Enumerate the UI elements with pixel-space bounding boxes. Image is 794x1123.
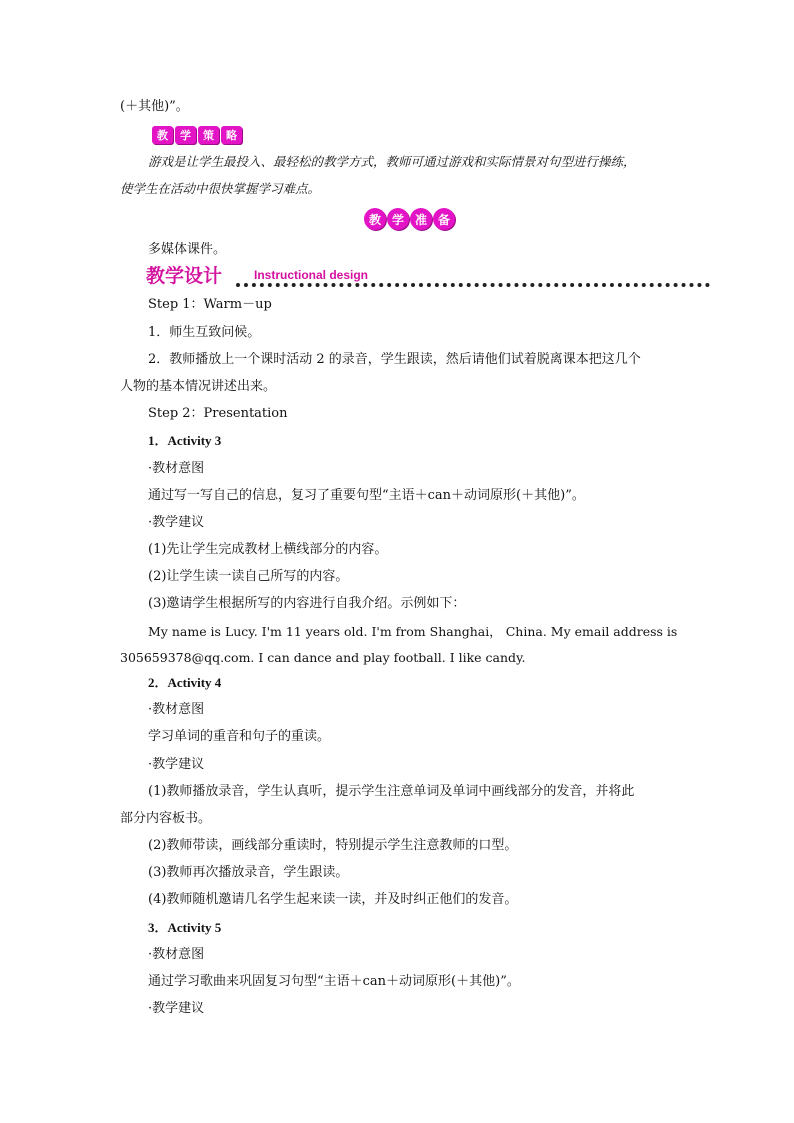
preparation-badge-char: 学 <box>387 208 409 230</box>
suggestion-item-cont: 部分内容板书。 <box>120 811 212 826</box>
activity-title: 3．Activity 5 <box>148 920 222 935</box>
dotted-divider <box>236 283 710 287</box>
design-subtitle: Instructional design <box>254 268 369 282</box>
suggestion-item: (3)邀请学生根据所写的内容进行自我介绍。示例如下： <box>148 596 466 611</box>
preparation-text: 多媒体课件。 <box>148 242 227 257</box>
continued-line: (＋其他)”。 <box>120 99 189 114</box>
preparation-badge <box>364 208 455 230</box>
section-label: ·教学建议 <box>148 515 205 530</box>
suggestion-item: (2)教师带读，画线部分重读时，特别提示学生注意教师的口型。 <box>148 838 518 853</box>
activity-title: 2．Activity 4 <box>148 675 222 690</box>
suggestion-item: (4)教师随机邀请几名学生起来读一读，并及时纠正他们的发音。 <box>148 892 518 907</box>
suggestion-item: (1)教师播放录音，学生认真听，提示学生注意单词及单词中画线部分的发音，并将此 <box>148 784 635 799</box>
strategy-badge-char: 教 <box>152 126 173 144</box>
strategy-text-line: 使学生在活动中很快掌握学习难点。 <box>120 181 321 196</box>
suggestion-item: (2)让学生读一读自己所写的内容。 <box>148 569 349 584</box>
step-item: 2．教师播放上一个课时活动 2 的录音，学生跟读，然后请他们试着脱离课本把这几个 <box>148 352 641 367</box>
strategy-badge-char: 学 <box>175 126 196 144</box>
section-label: ·教学建议 <box>148 757 205 772</box>
section-text: 学习单词的重音和句子的重读。 <box>148 729 331 744</box>
section-label: ·教材意图 <box>148 702 205 717</box>
example-text: 305659378@qq.com. I can dance and play football. I like candy. <box>120 650 526 665</box>
section-label: ·教材意图 <box>148 461 205 476</box>
suggestion-item: (1)先让学生完成教材上横线部分的内容。 <box>148 542 388 557</box>
strategy-badge-char: 略 <box>221 126 242 144</box>
design-title: 教学设计 <box>146 265 223 287</box>
strategy-text-line: 游戏是让学生最投入、最轻松的教学方式，教师可通过游戏和实际情景对句型进行操练， <box>148 154 636 169</box>
section-text: 通过学习歌曲来巩固复习句型“主语＋can＋动词原形(＋其他)”。 <box>148 974 520 989</box>
suggestion-item: (3)教师再次播放录音，学生跟读。 <box>148 865 349 880</box>
strategy-badge-char: 策 <box>198 126 219 144</box>
step-heading: Step 2：Presentation <box>148 406 288 421</box>
step-item: 1．师生互致问候。 <box>148 325 261 340</box>
step-item-cont: 人物的基本情况讲述出来。 <box>120 379 277 394</box>
activity-title: 1．Activity 3 <box>148 433 222 448</box>
section-label: ·教学建议 <box>148 1001 205 1016</box>
strategy-badge <box>152 126 242 144</box>
section-label: ·教材意图 <box>148 947 205 962</box>
preparation-badge-char: 教 <box>364 208 386 230</box>
example-text: My name is Lucy. I'm 11 years old. I'm from Shanghai， China. My email address is <box>148 624 678 639</box>
step-heading: Step 1：Warm－up <box>148 297 272 312</box>
preparation-badge-char: 备 <box>433 208 455 230</box>
section-text: 通过写一写自己的信息，复习了重要句型“主语＋can＋动词原形(＋其他)”。 <box>148 488 585 503</box>
preparation-badge-char: 准 <box>410 208 432 230</box>
